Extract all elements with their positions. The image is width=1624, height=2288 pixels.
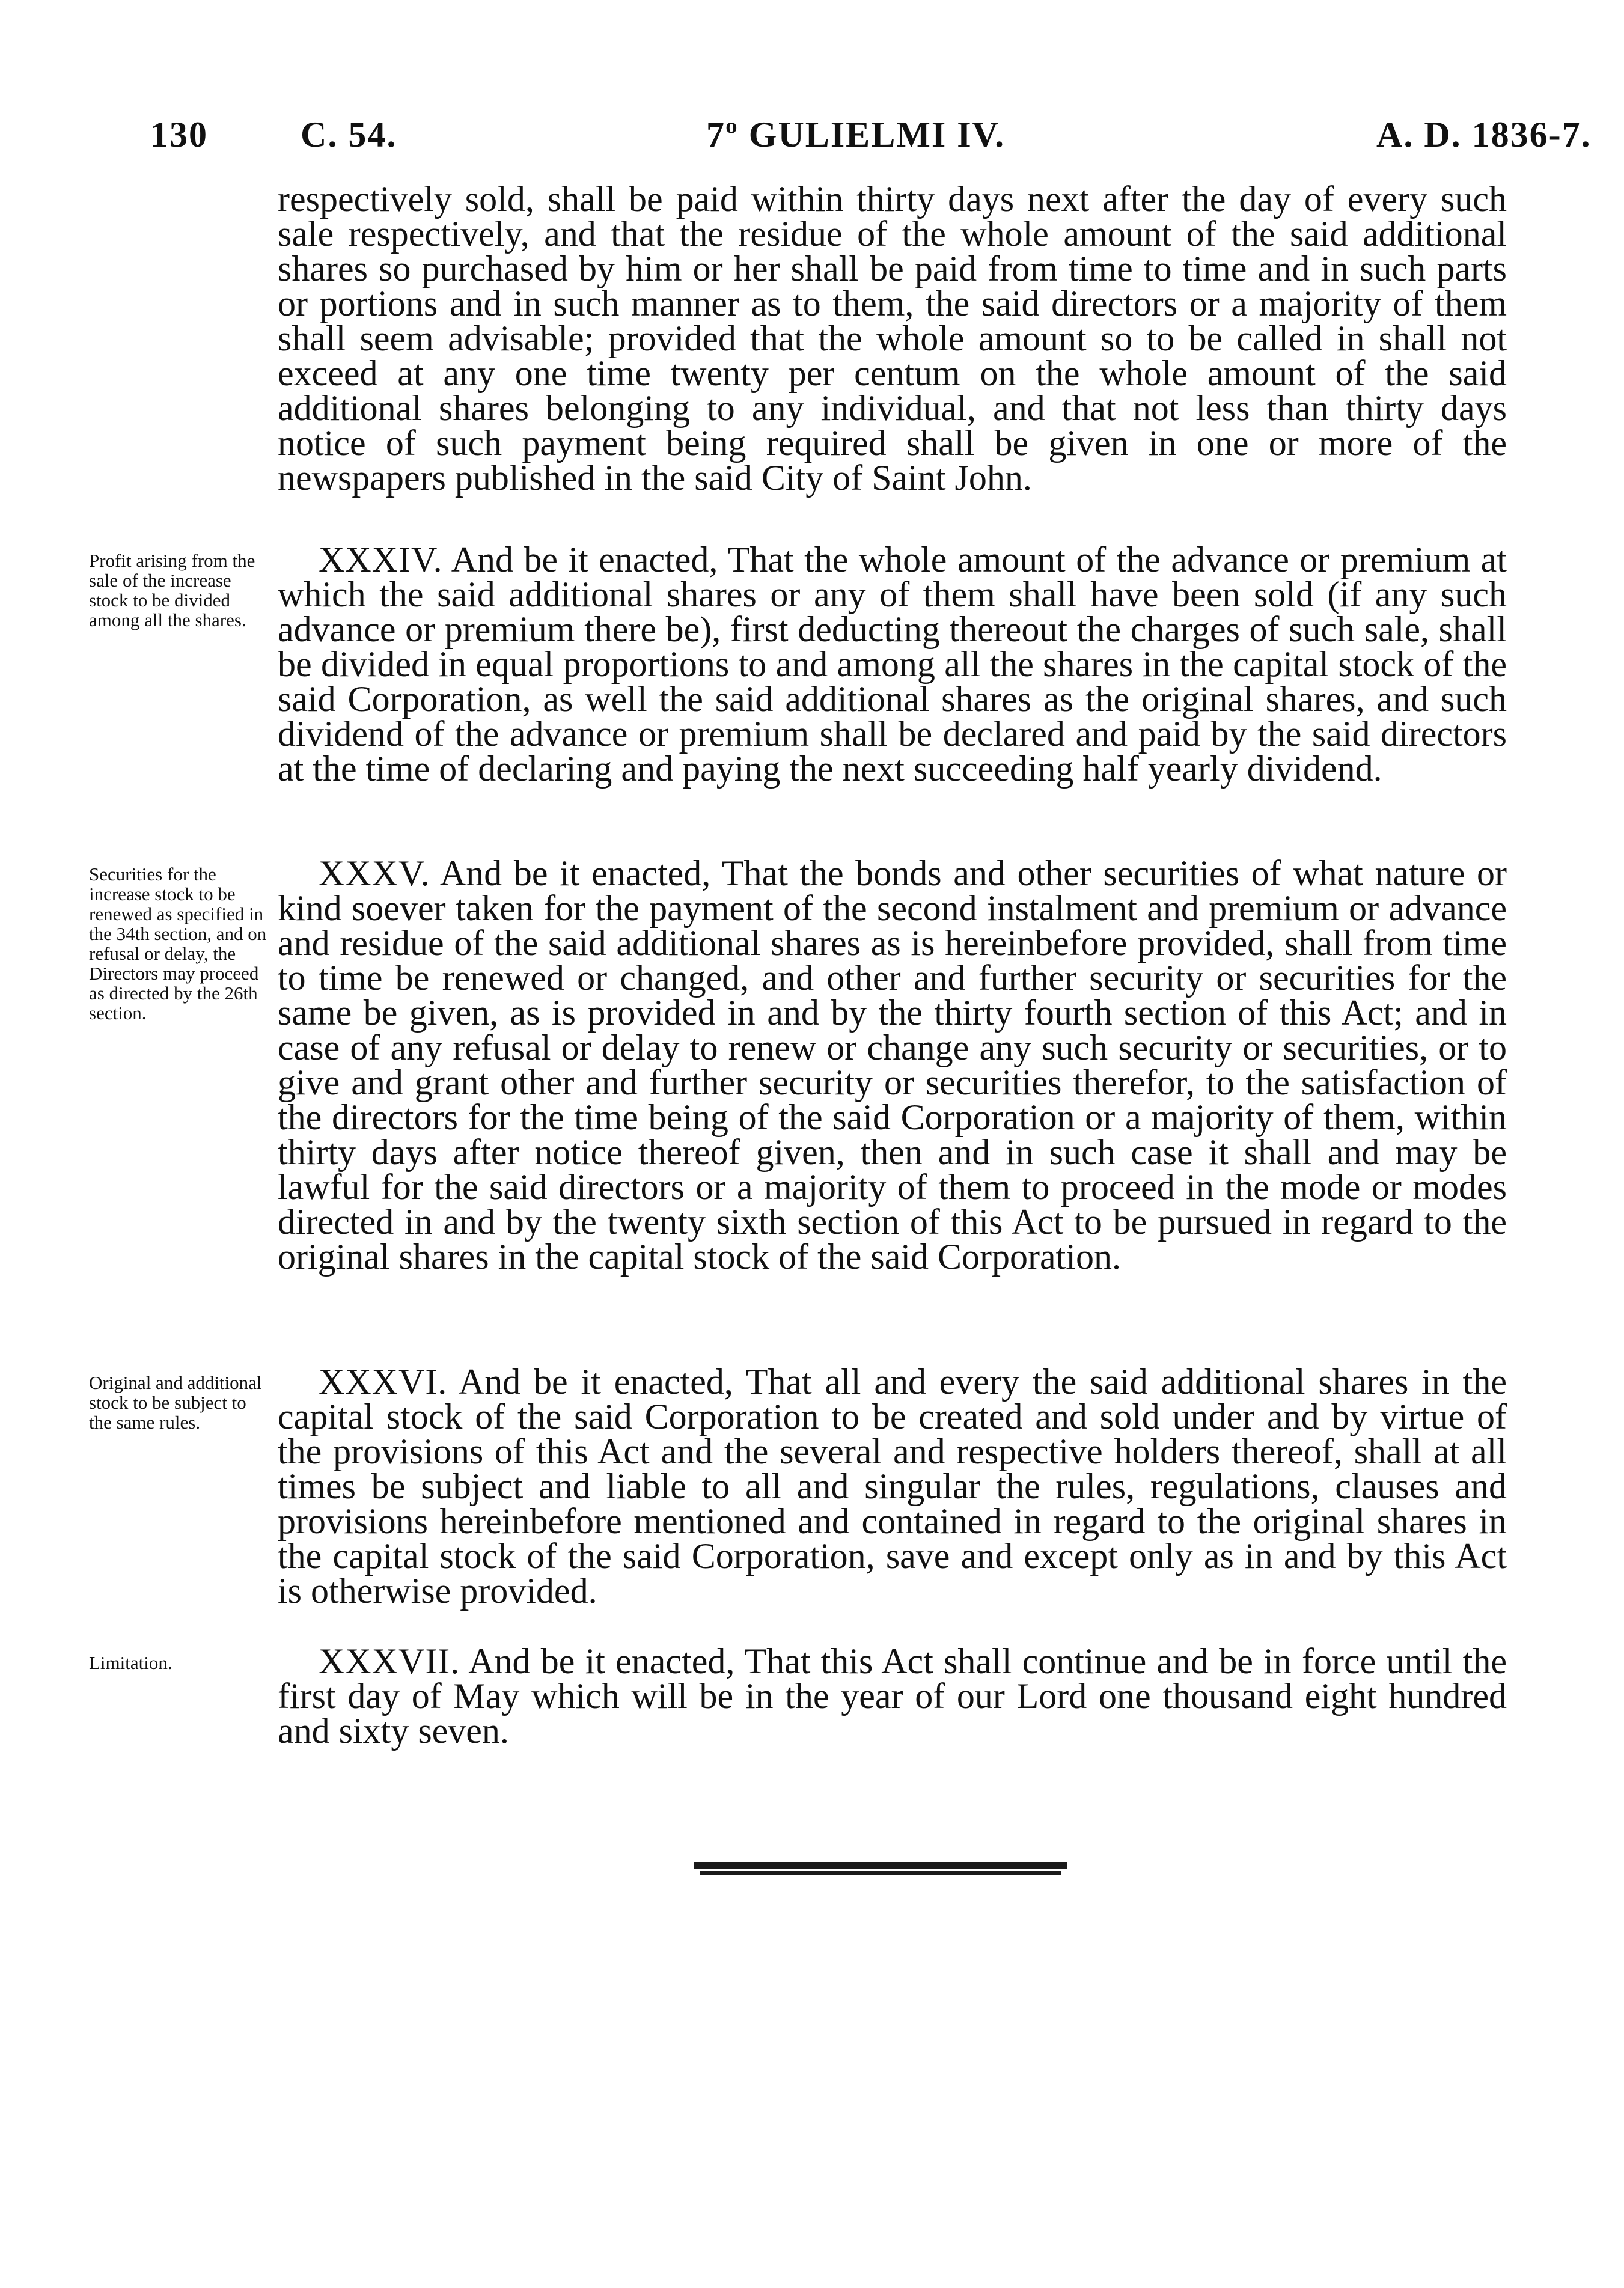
continued-paragraph: [278, 179, 1507, 498]
rule-bar-thin: [700, 1871, 1061, 1875]
marginal-note-34: Profit arising from the sale of the increase stock to be divided among all the shares.: [89, 550, 255, 630]
chapter-number: C. 54.: [301, 115, 397, 154]
section-36: [278, 1362, 1507, 1611]
continued-text: respectively sold, shall be paid within thirty days next after the day of every such sale respectively, and that the residue of the whole amount of the said additional shares so purchased by him or her shall be paid from time to time and in such parts or portions and in such manner as to them, the said directors or a majority of them shall seem advisable; provided that the whole amount so to be called in shall not exceed at any one time twenty per centum on the whole amount of the said additional shares belonging to any individual, and that not less than thirty days notice of such payment being required shall be given in one or more of the newspapers published in the said City of Saint John.: [278, 179, 1507, 498]
section-number: XXXIV.: [319, 540, 443, 579]
section-34: [278, 540, 1507, 789]
section-paragraph: [278, 1362, 1507, 1611]
section-number: XXXVI.: [319, 1362, 448, 1402]
section-text: And be it enacted, That the bonds and other securities of what nature or kind soever taken for the payment of the second instalment and premium or advance and residue of the said additional shares as is hereinbefore provided, shall from time to time be renewed or changed, and other and further security or securities for the same be given, as is provided in and by the thirty fourth section of this Act; and in case of any refusal or delay to renew or change any such security or securities, or to give and grant other and further security or securities therefor, to the satisfaction of the directors for the time being of the said Corporation or a majority of them, within thirty days after notice thereof given, then and in such case it shall and may be lawful for the said directors or a majority of them to proceed in the mode or modes directed in and by the twenty sixth section of this Act to be pursued in regard to the original shares in the capital stock of the said Corporation.: [278, 853, 1507, 1277]
section-text: And be it enacted, That all and every the said additional shares in the capital stock of the said Corporation to be created and sold under and by virtue of the provisions of this Act and the several and respective holders thereof, shall at all times be subject and liable to all and singular the rules, regulations, clauses and provisions hereinbefore mentioned and contained in regard to the original shares in the capital stock of the said Corporation, save and except only as in and by this Act is otherwise provided.: [278, 1362, 1507, 1611]
marginal-note-36: Original and additional stock to be subject to the same rules.: [89, 1372, 262, 1433]
section-35: [278, 853, 1507, 1277]
section-paragraph: [278, 1641, 1507, 1751]
section-number: XXXV.: [319, 853, 430, 893]
section-number: XXXVII.: [319, 1641, 460, 1681]
marginal-note-37: Limitation.: [89, 1652, 172, 1673]
section-37: [278, 1641, 1507, 1751]
running-header: [0, 114, 1624, 162]
marginal-note-35: Securities for the increase stock to be renewed as specified in the 34th section, and on refusal or delay, the Directors may proceed as directed by the 26th section.: [89, 864, 267, 1023]
end-rule-divider: [694, 1860, 1067, 1879]
page-number: 130: [150, 115, 208, 154]
running-title: 7º GULIELMI IV.: [706, 115, 1006, 154]
section-text: And be it enacted, That this Act shall continue and be in force until the first day of May which will be in the year of our Lord one thousand eight hundred and sixty seven.: [278, 1641, 1507, 1751]
section-paragraph: [278, 853, 1507, 1277]
section-paragraph: [278, 540, 1507, 789]
header-date: A. D. 1836-7.: [1376, 115, 1592, 154]
rule-bar-thick: [694, 1862, 1067, 1869]
section-text: And be it enacted, That the whole amount of the advance or premium at which the said additional shares or any of them shall have been sold (if any such advance or premium there be), first deducting thereout the charges of such sale, shall be divided in equal proportions to and among all the shares in the capital stock of the said Corporation, as well the said additional shares as the original shares, and such dividend of the advance or premium shall be declared and paid by the said directors at the time of declaring and paying the next succeeding half yearly dividend.: [278, 540, 1507, 789]
